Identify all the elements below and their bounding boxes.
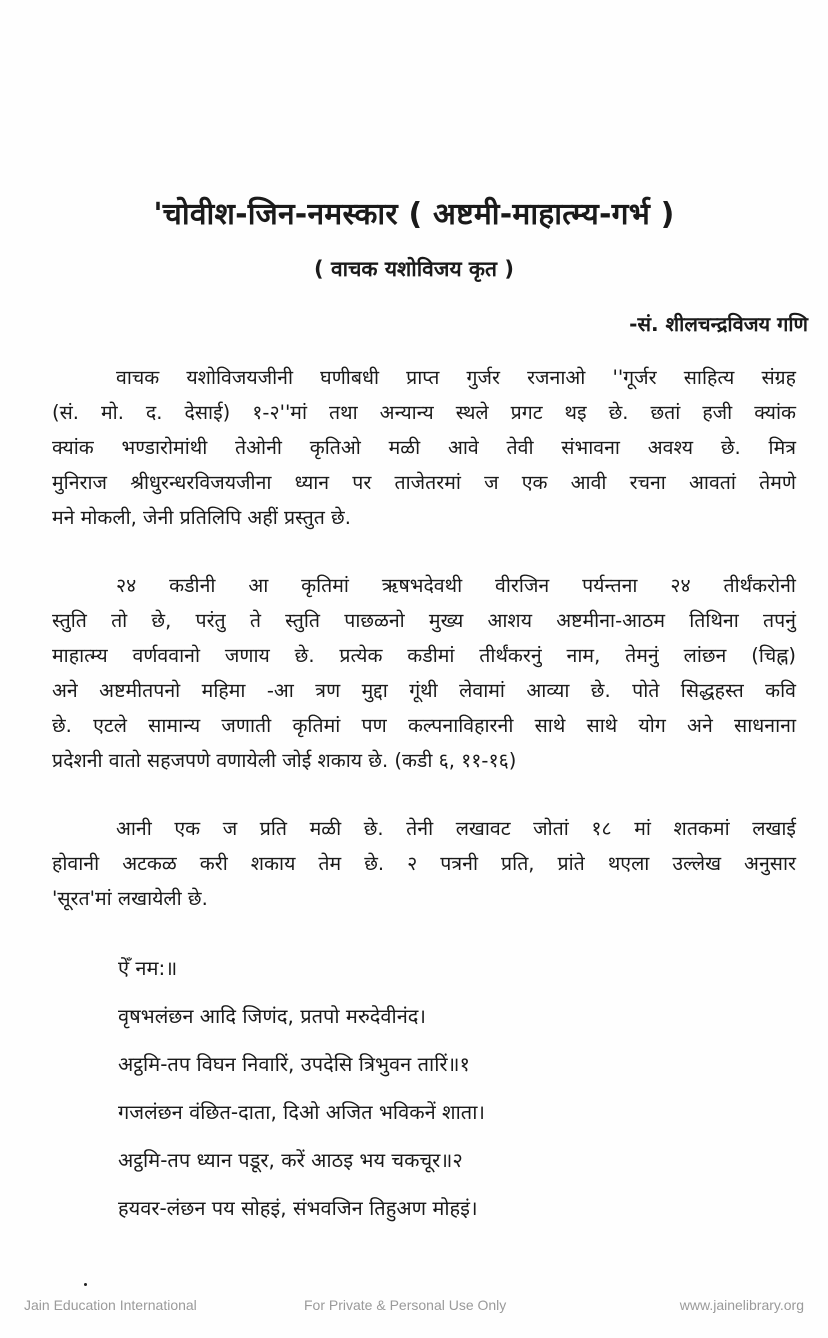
verse-line: अट्ठमि-तप ध्यान पडूर, करें आठइ भय चकचूर॥२	[118, 1148, 463, 1172]
footer-website-link[interactable]: www.jainelibrary.org	[679, 1297, 804, 1313]
paragraph-line: 'सूरत'मां लखायेली छे.	[52, 887, 208, 910]
paragraph-line: अने अष्टमीतपनो महिमा -आ त्रण मुद्दा गूंथी लेवामां आव्या छे. पोते सिद्धहस्त कवि	[52, 679, 796, 702]
paragraph-intro	[52, 360, 796, 535]
document-title: 'चोवीश-जिन-नमस्कार ( अष्टमी-माहात्म्य-गर्भ )	[153, 197, 675, 232]
verse-line: गजलंछन वंछित-दाता, दिओ अजित भविकनें शाता।	[118, 1100, 485, 1124]
footer-usage-notice: For Private & Personal Use Only	[304, 1297, 507, 1313]
verse-line: हयवर-लंछन पय सोहइं, संभवजिन तिहुअण मोहइं।	[118, 1196, 478, 1220]
paragraph-description	[52, 568, 796, 778]
verse-block	[118, 948, 485, 1236]
editor-credit: -सं. शीलचन्द्रविजय गणि	[629, 312, 808, 336]
paragraph-line: छे. एटले सामान्य जणाती कृतिमां पण कल्पनाविहारनी साथे साथे योग अने साधनाना	[52, 714, 796, 737]
document-subtitle: ( वाचक यशोविजय कृत )	[314, 257, 514, 281]
footer-publisher: Jain Education International	[24, 1297, 197, 1313]
paragraph-line: होवानी अटकळ करी शकाय तेम छे. २ पत्रनी प्रति, प्रांते थएला उल्लेख अनुसार	[52, 852, 796, 875]
paragraph-manuscript	[52, 811, 796, 916]
paragraph-line: प्रदेशनी वातो सहजपणे वणायेली जोई शकाय छे. (कडी ६, ११-१६)	[52, 749, 517, 772]
paragraph-line: वाचक यशोविजयजीनी घणीबधी प्राप्त गुर्जर रजनाओ ''गूर्जर साहित्य संग्रह	[116, 366, 796, 389]
scan-speck	[84, 1283, 87, 1286]
paragraph-line: मुनिराज श्रीधुरन्धरविजयजीना ध्यान पर ताजेतरमां ज एक आवी रचना आवतां तेमणे	[52, 471, 796, 494]
verse-line: वृषभलंछन आदि जिणंद, प्रतपो मरुदेवीनंद।	[118, 1004, 427, 1028]
paragraph-line: माहात्म्य वर्णववानो जणाय छे. प्रत्येक कडीमां तीर्थंकरनुं नाम, तेमनुं लांछन (चिह्न)	[52, 644, 796, 667]
paragraph-line: स्तुति तो छे, परंतु ते स्तुति पाछळनो मुख्य आशय अष्टमीना-आठम तिथिना तपनुं	[52, 609, 796, 632]
paragraph-line: २४ कडीनी आ कृतिमां ऋषभदेवथी वीरजिन पर्यन्तना २४ तीर्थंकरोनी	[116, 574, 796, 597]
verse-line: अट्ठमि-तप विघन निवारिं, उपदेसि त्रिभुवन तारिं॥१	[118, 1052, 470, 1076]
paragraph-line: (सं. मो. द. देसाई) १-२''मां तथा अन्यान्य स्थले प्रगट थइ छे. छतां हजी क्यांक	[52, 401, 796, 424]
footer	[0, 1297, 828, 1317]
paragraph-line: मने मोकली, जेनी प्रतिलिपि अहीं प्रस्तुत छे.	[52, 506, 351, 529]
verse-invocation: ऐँ नम:॥	[118, 956, 178, 980]
paragraph-line: आनी एक ज प्रति मळी छे. तेनी लखावट जोतां १८ मां शतकमां लखाई	[116, 817, 796, 840]
paragraph-line: क्यांक भण्डारोमांथी तेओनी कृतिओ मळी आवे तेवी संभावना अवश्य छे. मित्र	[52, 436, 796, 459]
